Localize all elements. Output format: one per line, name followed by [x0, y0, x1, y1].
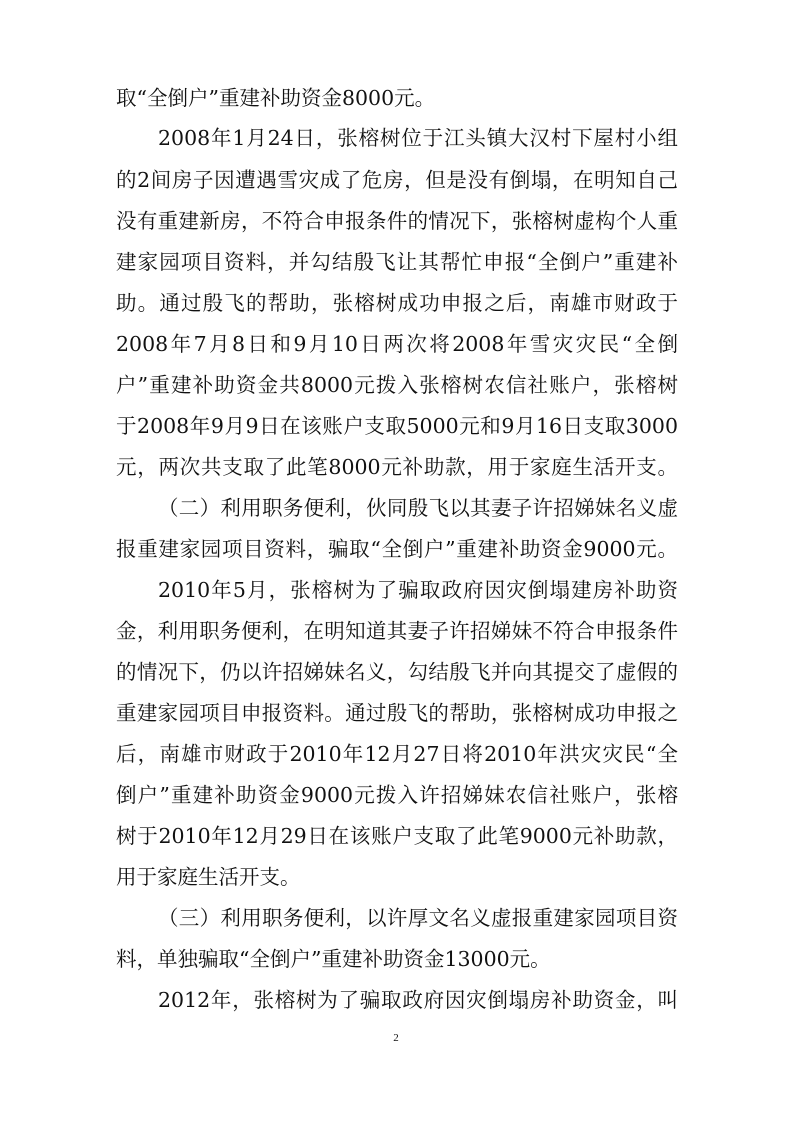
text-line-6: 助。通过殷飞的帮助，张榕树成功申报之后，南雄市财政于 [116, 291, 678, 315]
text-line-15: 的情况下，仍以许招娣妹名义，勾结殷飞并向其提交了虚假的 [116, 660, 678, 684]
text-line-20: 用于家庭生活开支。 [116, 865, 301, 889]
text-line-18: 倒户”重建补助资金9000元拨入许招娣妹农信社账户，张榕 [116, 783, 678, 807]
text-line-9: 于2008年9月9日在该账户支取5000元和9月16日支取3000 [116, 414, 678, 438]
section-heading-2-line-2: 报重建家园项目资料，骗取“全倒户”重建补助资金9000元。 [116, 537, 678, 561]
text-line-3: 的2间房子因遭遇雪灾成了危房，但是没有倒塌，在明知自己 [116, 168, 678, 192]
text-line-10: 元，两次共支取了此笔8000元补助款，用于家庭生活开支。 [116, 455, 678, 479]
section-heading-3-line-1: （三）利用职务便利，以许厚文名义虚报重建家园项目资 [158, 906, 678, 930]
text-line-1: 取“全倒户”重建补助资金8000元。 [116, 86, 436, 110]
text-line-16: 重建家园项目申报资料。通过殷飞的帮助，张榕树成功申报之 [116, 701, 678, 725]
text-line-7: 2008年7月8日和9月10日两次将2008年雪灾灾民“全倒 [116, 332, 678, 356]
text-line-2: 2008年1月24日，张榕树位于江头镇大汉村下屋村小组 [158, 126, 678, 150]
text-line-4: 没有重建新房，不符合申报条件的情况下，张榕树虚构个人重 [116, 209, 678, 233]
section-heading-3-line-2: 料，单独骗取“全倒户”重建补助资金13000元。 [116, 947, 551, 971]
text-line-5: 建家园项目资料，并勾结殷飞让其帮忙申报“全倒户”重建补 [116, 250, 678, 274]
text-line-14: 金，利用职务便利，在明知道其妻子许招娣妹不符合申报条件 [116, 619, 678, 643]
text-line-23: 2012年，张榕树为了骗取政府因灾倒塌房补助资金，叫 [158, 988, 678, 1012]
text-line-13: 2010年5月，张榕树为了骗取政府因灾倒塌建房补助资 [158, 578, 678, 602]
page-number: 2 [393, 1032, 399, 1044]
text-line-17: 后，南雄市财政于2010年12月27日将2010年洪灾灾民“全 [116, 742, 678, 766]
section-heading-2-line-1: （二）利用职务便利，伙同殷飞以其妻子许招娣妹名义虚 [158, 496, 678, 520]
text-line-19: 树于2010年12月29日在该账户支取了此笔9000元补助款， [116, 824, 678, 848]
text-line-8: 户”重建补助资金共8000元拨入张榕树农信社账户，张榕树 [116, 373, 678, 397]
